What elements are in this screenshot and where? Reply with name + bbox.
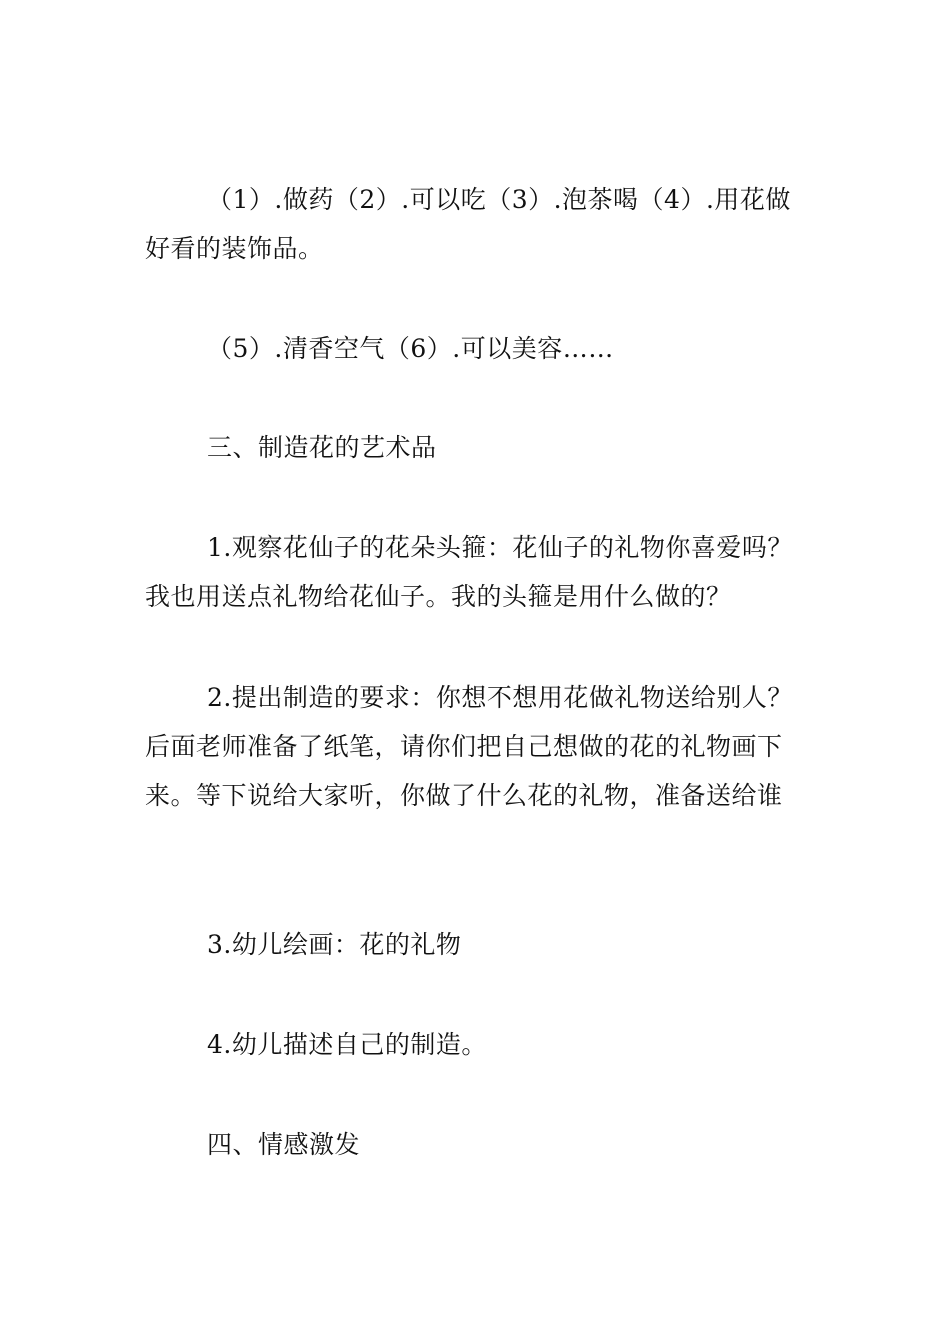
paragraph-flower-uses-continued [145, 324, 810, 373]
text-line: （5）.清香空气（6）.可以美容…… [207, 334, 614, 363]
text-line: 4.幼儿描述自己的制造。 [207, 1030, 487, 1059]
text-line: 1.观察花仙子的花朵头箍：花仙子的礼物你喜爱吗？ [207, 533, 793, 562]
paragraph-flower-uses [145, 175, 810, 273]
text-line: 2.提出制造的要求：你想不想用花做礼物送给别人？ [207, 683, 793, 712]
text-line: 3.幼儿绘画：花的礼物 [207, 930, 462, 959]
paragraph-step-1 [145, 523, 810, 621]
section-heading-three [145, 423, 810, 472]
text-line: 好看的装饰品。 [145, 234, 324, 263]
heading-text: 四、情感激发 [207, 1130, 361, 1159]
paragraph-step-4 [145, 1020, 810, 1069]
paragraph-step-2 [145, 673, 810, 820]
text-line: （1）.做药（2）.可以吃（3）.泡茶喝（4）.用花做 [207, 185, 791, 214]
text-line: 我也用送点礼物给花仙子。我的头箍是用什么做的？ [145, 582, 732, 611]
paragraph-step-3 [145, 920, 810, 969]
text-line: 后面老师准备了纸笔，请你们把自己想做的花的礼物画下 [145, 732, 783, 761]
heading-text: 三、制造花的艺术品 [207, 433, 437, 462]
section-heading-four [145, 1120, 810, 1169]
text-line: 来。等下说给大家听，你做了什么花的礼物，准备送给谁 [145, 781, 783, 810]
